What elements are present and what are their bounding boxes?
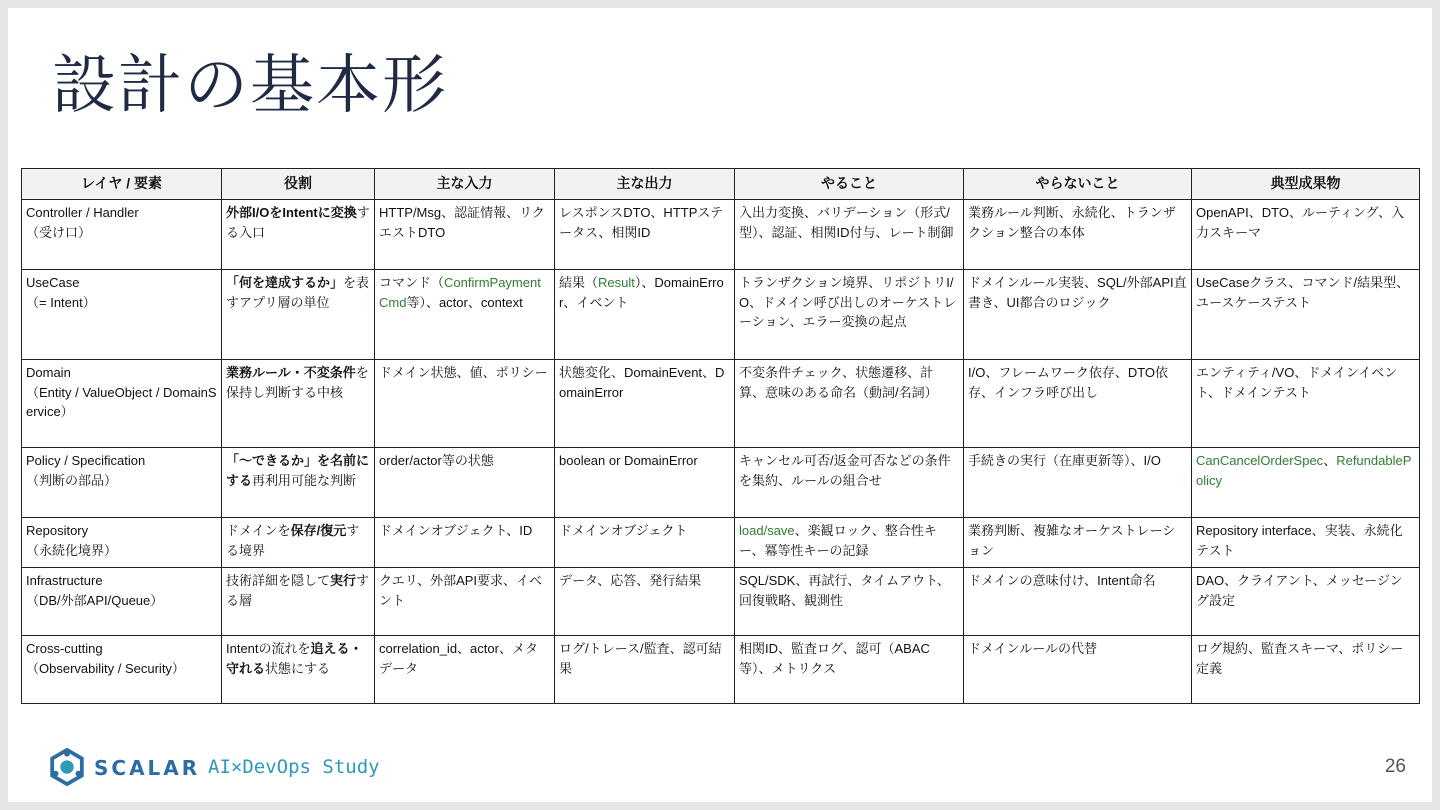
footer-subtitle: AI×DevOps Study (208, 756, 380, 778)
page-number: 26 (1384, 756, 1406, 777)
layer-name: Repository (26, 523, 89, 538)
table-row (22, 360, 1420, 448)
cell-text: Intentの流れを (226, 641, 311, 656)
cell-input (375, 448, 555, 518)
cell-text: を表すアプリ層の単位 (226, 275, 370, 310)
cell-layer (22, 518, 222, 568)
cell-text: 状態変化、DomainEvent、DomainError (559, 365, 725, 400)
cell-do (735, 636, 964, 704)
cell-text: ドメインルール実装、SQL/外部API直書き、UI都合のロジック (968, 275, 1187, 310)
table-row (22, 270, 1420, 360)
cell-text: する境界 (226, 523, 360, 558)
cell-role (222, 518, 375, 568)
cell-text: DAO、クライアント、メッセージング設定 (1196, 573, 1403, 608)
emphasis-text: 業務ルール・不変条件 (226, 365, 356, 380)
cell-output (555, 270, 735, 360)
cell-text: エンティティ/VO、ドメインイベント、ドメインテスト (1196, 365, 1398, 400)
cell-layer (22, 568, 222, 636)
cell-role (222, 568, 375, 636)
cell-text: 相関ID、監査ログ、認可（ABAC等）、メトリクス (739, 641, 930, 676)
layer-note: （受け口） (26, 224, 92, 240)
cell-dont (964, 270, 1192, 360)
cell-do (735, 360, 964, 448)
cell-input (375, 568, 555, 636)
cell-text: ドメインの意味付け、Intent命名 (968, 573, 1156, 588)
cell-layer (22, 270, 222, 360)
cell-output (555, 518, 735, 568)
cell-input (375, 270, 555, 360)
cell-text: ドメインオブジェクト (559, 523, 688, 538)
cell-input (375, 360, 555, 448)
cell-text: 結果（ (559, 275, 599, 290)
code-term: CanCancelOrderSpec (1196, 453, 1324, 468)
cell-text: correlation_id、actor、メタデータ (379, 641, 538, 676)
cell-layer (22, 200, 222, 270)
layer-note: （DB/外部API/Queue） (26, 592, 164, 608)
cell-text: ドメインルールの代替 (968, 641, 1098, 656)
header-artifacts: 典型成果物 (1192, 169, 1420, 200)
cell-output (555, 360, 735, 448)
cell-text: 技術詳細を隠して (226, 573, 331, 588)
cell-text: 状態にする (265, 660, 331, 676)
cell-do (735, 270, 964, 360)
code-term: Result (598, 275, 635, 290)
cell-layer (22, 636, 222, 704)
cell-artifacts (1192, 636, 1420, 704)
cell-artifacts (1192, 360, 1420, 448)
code-term: load/save (739, 523, 795, 538)
cell-text: 、 (1323, 453, 1337, 468)
cell-text: ドメイン状態、値、ポリシー (379, 365, 548, 380)
cell-text: 業務ルール判断、永続化、トランザクション整合の本体 (968, 205, 1176, 240)
table-row (22, 200, 1420, 270)
header-role: 役割 (222, 169, 375, 200)
layer-name: Cross-cutting (26, 641, 103, 656)
emphasis-text: 保存/復元 (290, 523, 347, 538)
emphasis-text: 外部I/OをIntentに変換 (226, 205, 357, 220)
cell-dont (964, 360, 1192, 448)
cell-artifacts (1192, 448, 1420, 518)
table-row (22, 518, 1420, 568)
cell-artifacts (1192, 270, 1420, 360)
slide-title: 設計の基本形 (52, 49, 448, 123)
cell-artifacts (1192, 568, 1420, 636)
cell-role (222, 448, 375, 518)
emphasis-text: 追える・守れる (226, 641, 363, 676)
layer-note: （= Intent） (26, 294, 96, 310)
cell-text: クエリ、外部API要求、イベント (379, 573, 543, 608)
header-do: やること (735, 169, 964, 200)
cell-role (222, 360, 375, 448)
header-layer: レイヤ / 要素 (22, 169, 222, 200)
cell-artifacts (1192, 200, 1420, 270)
cell-text: HTTP/Msg、認証情報、リクエストDTO (379, 205, 545, 240)
layer-name: Policy / Specification (26, 453, 146, 468)
table-row (22, 636, 1420, 704)
cell-text: ログ規約、監査スキーマ、ポリシー定義 (1196, 641, 1404, 676)
code-term: RefundablePolicy (1196, 453, 1412, 488)
cell-text: 再利用可能な判断 (252, 472, 357, 488)
cell-text: 、楽観ロック、整合性キー、冪等性キーの記録 (739, 523, 937, 558)
cell-text: を保持し判断する中核 (226, 365, 369, 400)
cell-output (555, 568, 735, 636)
layer-name: Domain (26, 365, 71, 380)
emphasis-text: 実行 (330, 573, 357, 588)
cell-text: データ、応答、発行結果 (559, 573, 702, 588)
cell-text: ログ/トレース/監査、認可結果 (559, 641, 722, 676)
layer-name: Infrastructure (26, 573, 103, 588)
cell-output (555, 636, 735, 704)
cell-layer (22, 360, 222, 448)
cell-dont (964, 448, 1192, 518)
cell-text: 業務判断、複雑なオーケストレーション (968, 523, 1176, 558)
cell-artifacts (1192, 518, 1420, 568)
cell-text: SQL/SDK、再試行、タイムアウト、回復戦略、観測性 (739, 573, 950, 608)
layer-note: （Observability / Security） (26, 660, 185, 676)
cell-text: boolean or DomainError (559, 453, 698, 468)
cell-role (222, 636, 375, 704)
layer-name: UseCase (26, 275, 80, 290)
slide (8, 8, 1432, 802)
layer-note: （Entity / ValueObject / DomainService） (26, 384, 217, 419)
table-row (22, 568, 1420, 636)
cell-input (375, 518, 555, 568)
cell-dont (964, 568, 1192, 636)
header-output: 主な出力 (555, 169, 735, 200)
cell-text: トランザクション境界、リポジトリI/O、ドメイン呼び出しのオーケストレーション、エラー変換の起点 (739, 275, 957, 329)
layer-name: Controller / Handler (26, 205, 139, 220)
cell-dont (964, 200, 1192, 270)
cell-text: 手続きの実行（在庫更新等）、I/O (968, 453, 1161, 468)
cell-text: ドメインを (226, 523, 291, 538)
table-header-row (22, 169, 1420, 200)
cell-do (735, 568, 964, 636)
cell-text: コマンド（ (379, 275, 445, 290)
cell-input (375, 636, 555, 704)
cell-do (735, 448, 964, 518)
cell-text: キャンセル可否/返金可否などの条件を集約、ルールの組合せ (739, 453, 951, 488)
cell-do (735, 200, 964, 270)
cell-dont (964, 636, 1192, 704)
header-dont: やらないこと (964, 169, 1192, 200)
emphasis-text: 「何を達成するか」 (226, 275, 344, 290)
cell-text: OpenAPI、DTO、ルーティング、入力スキーマ (1196, 205, 1405, 240)
cell-role (222, 200, 375, 270)
cell-text: order/actor等の状態 (379, 453, 494, 468)
table-row (22, 448, 1420, 518)
cell-input (375, 200, 555, 270)
brand-name: SCALAR (94, 756, 201, 780)
cell-text: 等）、actor、context (406, 294, 523, 310)
cell-text: ）、DomainError、イベント (559, 275, 724, 310)
emphasis-text: 「〜できるか」を名前にする (226, 453, 370, 488)
cell-text: I/O、フレームワーク依存、DTO依存、インフラ呼び出し (968, 365, 1169, 400)
cell-text: 不変条件チェック、状態遷移、計算、意味のある命名（動詞/名詞） (739, 365, 938, 400)
layer-note: （判断の部品） (26, 472, 118, 488)
layer-note: （永続化境界） (26, 542, 118, 558)
cell-text: ドメインオブジェクト、ID (379, 523, 533, 538)
cell-do (735, 518, 964, 568)
cell-output (555, 200, 735, 270)
table-body (22, 200, 1420, 704)
cell-layer (22, 448, 222, 518)
cell-dont (964, 518, 1192, 568)
code-term: ConfirmPaymentCmd (379, 275, 541, 310)
cell-role (222, 270, 375, 360)
cell-output (555, 448, 735, 518)
header-input: 主な入力 (375, 169, 555, 200)
cell-text: Repository interface、実装、永続化テスト (1196, 523, 1403, 558)
cell-text: する層 (226, 573, 370, 608)
cell-text: UseCaseクラス、コマンド/結果型、ユースケーステスト (1196, 275, 1410, 310)
cell-text: レスポンスDTO、HTTPステータス、相関ID (559, 205, 724, 240)
cell-text: 入出力変換、バリデーション（形式/型）、認証、相関ID付与、レート制御 (739, 205, 954, 240)
design-table (21, 168, 1420, 704)
scalar-logo-icon (48, 748, 86, 786)
cell-text: する入口 (226, 205, 370, 240)
